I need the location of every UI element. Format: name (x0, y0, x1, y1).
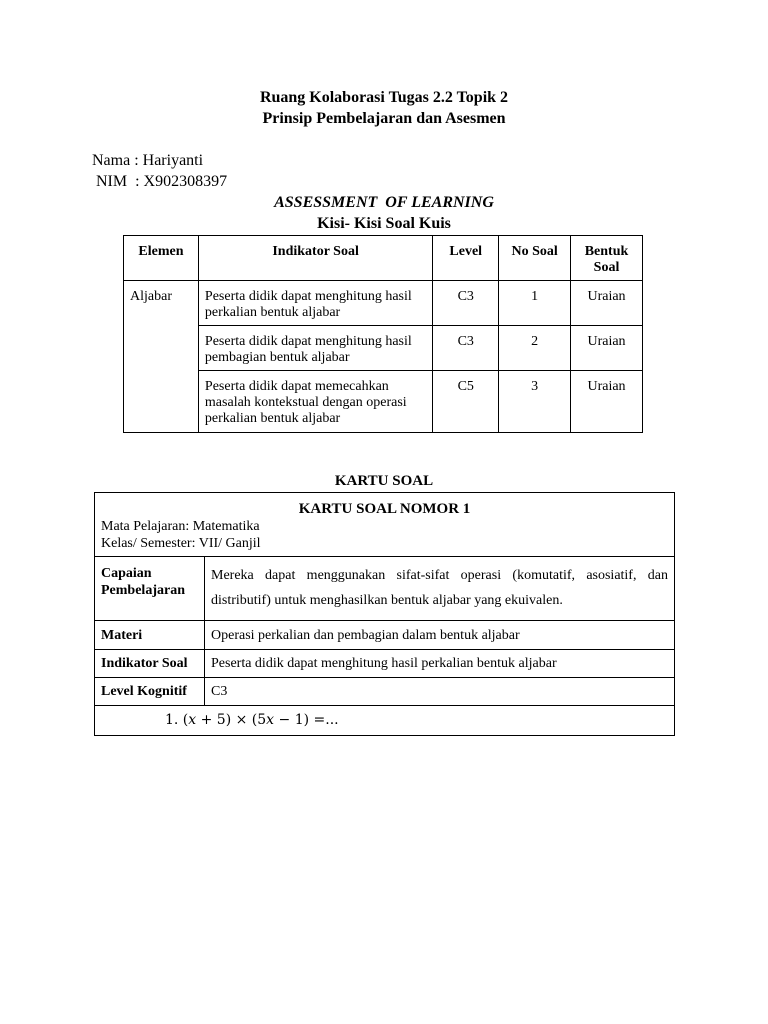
capaian-value: Mereka dapat menggunakan sifat-sifat operasi (komutatif, asosiatif, dan distributif) untuk menghasilkan bentuk aljabar yang ekuivalen. (205, 557, 675, 621)
level-cell: C3 (433, 326, 499, 371)
table-row (124, 281, 643, 326)
bentuk-soal-cell: Uraian (571, 371, 643, 433)
header-bentuk-soal: Bentuk Soal (571, 236, 643, 281)
header-no-soal: No Soal (499, 236, 571, 281)
no-soal-cell: 2 (499, 326, 571, 371)
table-row (95, 706, 675, 736)
indikator-value: Peserta didik dapat menghitung hasil perkalian bentuk aljabar (205, 650, 675, 678)
indikator-cell: Peserta didik dapat menghitung hasil pembagian bentuk aljabar (198, 326, 432, 371)
bentuk-soal-cell: Uraian (571, 326, 643, 371)
kisi-table (123, 235, 643, 433)
name-line: Nama : Hariyanti (92, 152, 204, 169)
kartu-soal-table (94, 492, 675, 736)
header-elemen: Elemen (124, 236, 199, 281)
bentuk-soal-cell: Uraian (571, 281, 643, 326)
kartu-title: KARTU SOAL NOMOR 1 (298, 501, 471, 517)
no-soal-cell: 1 (499, 281, 571, 326)
level-cell: C5 (433, 371, 499, 433)
kartu-header-cell (95, 493, 675, 557)
table-row (124, 371, 643, 433)
table-row (124, 326, 643, 371)
kelas-semester: Kelas/ Semester: VII/ Ganjil (101, 536, 261, 551)
elemen-cell: Aljabar (124, 281, 199, 433)
level-kognitif-label: Level Kognitif (95, 678, 205, 706)
table-row (95, 678, 675, 706)
header-indikator: Indikator Soal (198, 236, 432, 281)
table-row (95, 557, 675, 621)
kartu-header-row (95, 493, 675, 557)
question-text: 1. (𝑥 + 5) × (5𝑥 − 1) =... (165, 712, 339, 728)
kisi-title: Kisi- Kisi Soal Kuis (317, 215, 451, 232)
doc-title-line2: Prinsip Pembelajaran dan Asesmen (262, 110, 506, 127)
indikator-label: Indikator Soal (95, 650, 205, 678)
kisi-header-row (124, 236, 643, 281)
assessment-title: ASSESSMENT OF LEARNING (274, 194, 494, 211)
level-kognitif-value: C3 (205, 678, 675, 706)
no-soal-cell: 3 (499, 371, 571, 433)
mata-pelajaran: Mata Pelajaran: Matematika (101, 519, 260, 534)
kartu-soal-heading: KARTU SOAL (334, 473, 434, 489)
materi-value: Operasi perkalian dan pembagian dalam bentuk aljabar (205, 621, 675, 650)
indikator-cell: Peserta didik dapat menghitung hasil perkalian bentuk aljabar (198, 281, 432, 326)
header-level: Level (433, 236, 499, 281)
materi-label: Materi (95, 621, 205, 650)
question-cell (95, 706, 675, 736)
doc-title-line1: Ruang Kolaborasi Tugas 2.2 Topik 2 (259, 89, 509, 106)
capaian-label: Capaian Pembelajaran (95, 557, 205, 621)
nim-line: NIM : X902308397 (92, 173, 228, 190)
indikator-cell: Peserta didik dapat memecahkan masalah kontekstual dengan operasi perkalian bentuk aljabar (198, 371, 432, 433)
level-cell: C3 (433, 281, 499, 326)
table-row (95, 650, 675, 678)
table-row (95, 621, 675, 650)
